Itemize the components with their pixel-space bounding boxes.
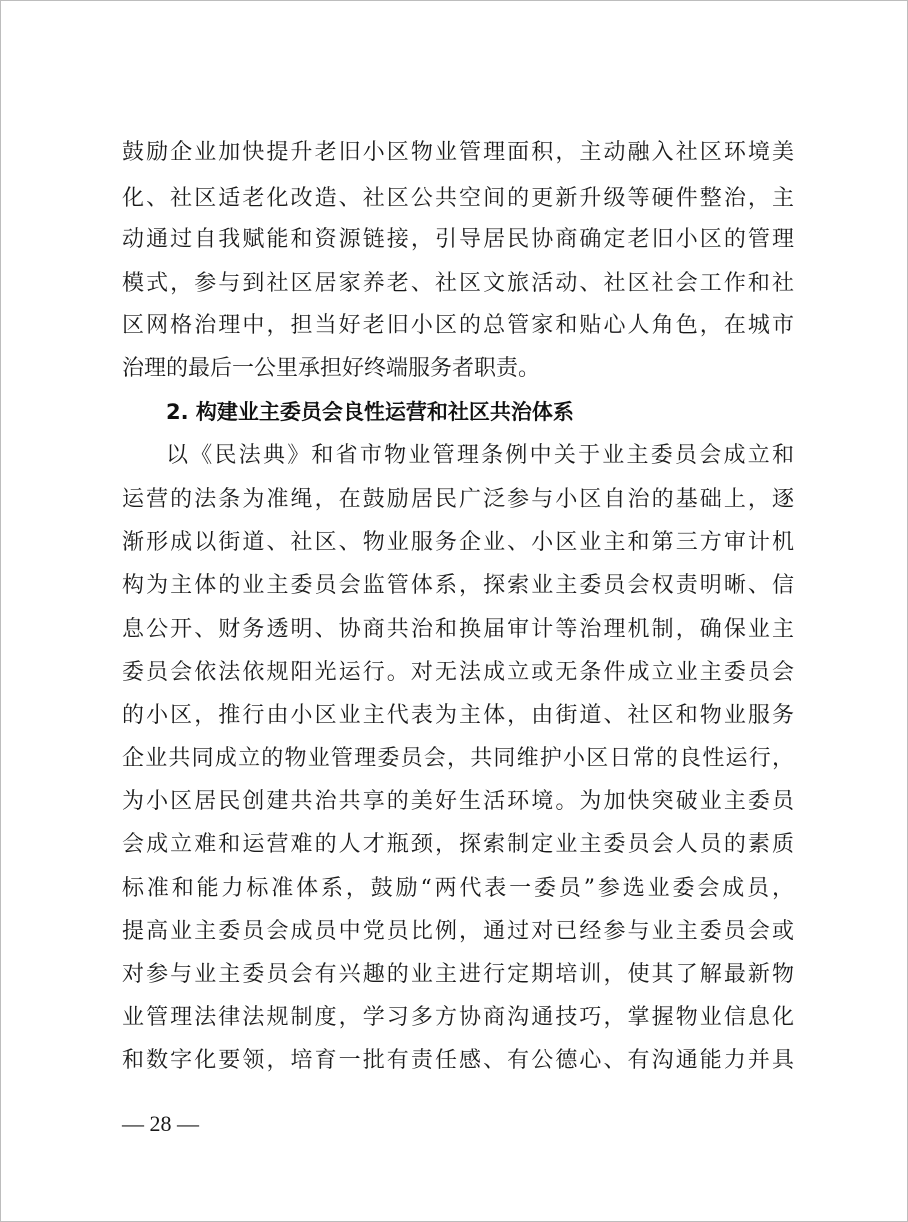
- paragraph-1-line-2: 化、社区适老化改造、社区公共空间的更新升级等硬件整治，主: [122, 186, 794, 211]
- paragraph-2-line-7: 的小区，推行由小区业主代表为主体，由街道、社区和物业服务: [122, 703, 794, 728]
- paragraph-1-line-3: 动通过自我赋能和资源链接，引导居民协商确定老旧小区的管理: [122, 227, 794, 252]
- section-heading: 2. 构建业主委员会良性运营和社区共治体系: [166, 400, 574, 424]
- paragraph-2-line-4: 构为主体的业主委员会监管体系，探索业主委员会权责明晰、信: [122, 573, 794, 598]
- paragraph-2-line-14: 业管理法律法规制度，学习多方协商沟通技巧，掌握物业信息化: [122, 1005, 794, 1030]
- page-number: — 28 —: [122, 1111, 199, 1136]
- paragraph-1-line-5: 区网格治理中，担当好老旧小区的总管家和贴心人角色，在城市: [122, 313, 794, 338]
- paragraph-2-line-11: 标准和能力标准体系，鼓励“两代表一委员”参选业委会成员，: [122, 876, 794, 901]
- paragraph-1-line-4: 模式，参与到社区居家养老、社区文旅活动、社区社会工作和社: [122, 271, 794, 296]
- paragraph-2-line-3: 渐形成以街道、社区、物业服务企业、小区业主和第三方审计机: [122, 530, 794, 555]
- paragraph-2-line-6: 委员会依法依规阳光运行。对无法成立或无条件成立业主委员会: [122, 660, 794, 685]
- paragraph-2-line-1: 以《民法典》和省市物业管理条例中关于业主委员会成立和: [166, 443, 794, 468]
- paragraph-2-line-12: 提高业主委员会成员中党员比例，通过对已经参与业主委员会或: [122, 919, 794, 944]
- paragraph-1-line-6: 治理的最后一公里承担好终端服务者职责。: [122, 356, 541, 381]
- paragraph-2-line-9: 为小区居民创建共治共享的美好生活环境。为加快突破业主委员: [122, 789, 794, 814]
- paragraph-2-line-13: 对参与业主委员会有兴趣的业主进行定期培训，使其了解最新物: [122, 962, 794, 987]
- paragraph-1-line-1: 鼓励企业加快提升老旧小区物业管理面积，主动融入社区环境美: [122, 140, 794, 165]
- paragraph-2-line-2: 运营的法条为准绳，在鼓励居民广泛参与小区自治的基础上，逐: [122, 487, 794, 512]
- paragraph-2-line-15: 和数字化要领，培育一批有责任感、有公德心、有沟通能力并具: [122, 1048, 794, 1073]
- paragraph-2-line-8: 企业共同成立的物业管理委员会，共同维护小区日常的良性运行，: [122, 746, 794, 771]
- paragraph-2-line-10: 会成立难和运营难的人才瓶颈，探索制定业主委员会人员的素质: [122, 832, 794, 857]
- paragraph-2-line-5: 息公开、财务透明、协商共治和换届审计等治理机制，确保业主: [122, 617, 794, 642]
